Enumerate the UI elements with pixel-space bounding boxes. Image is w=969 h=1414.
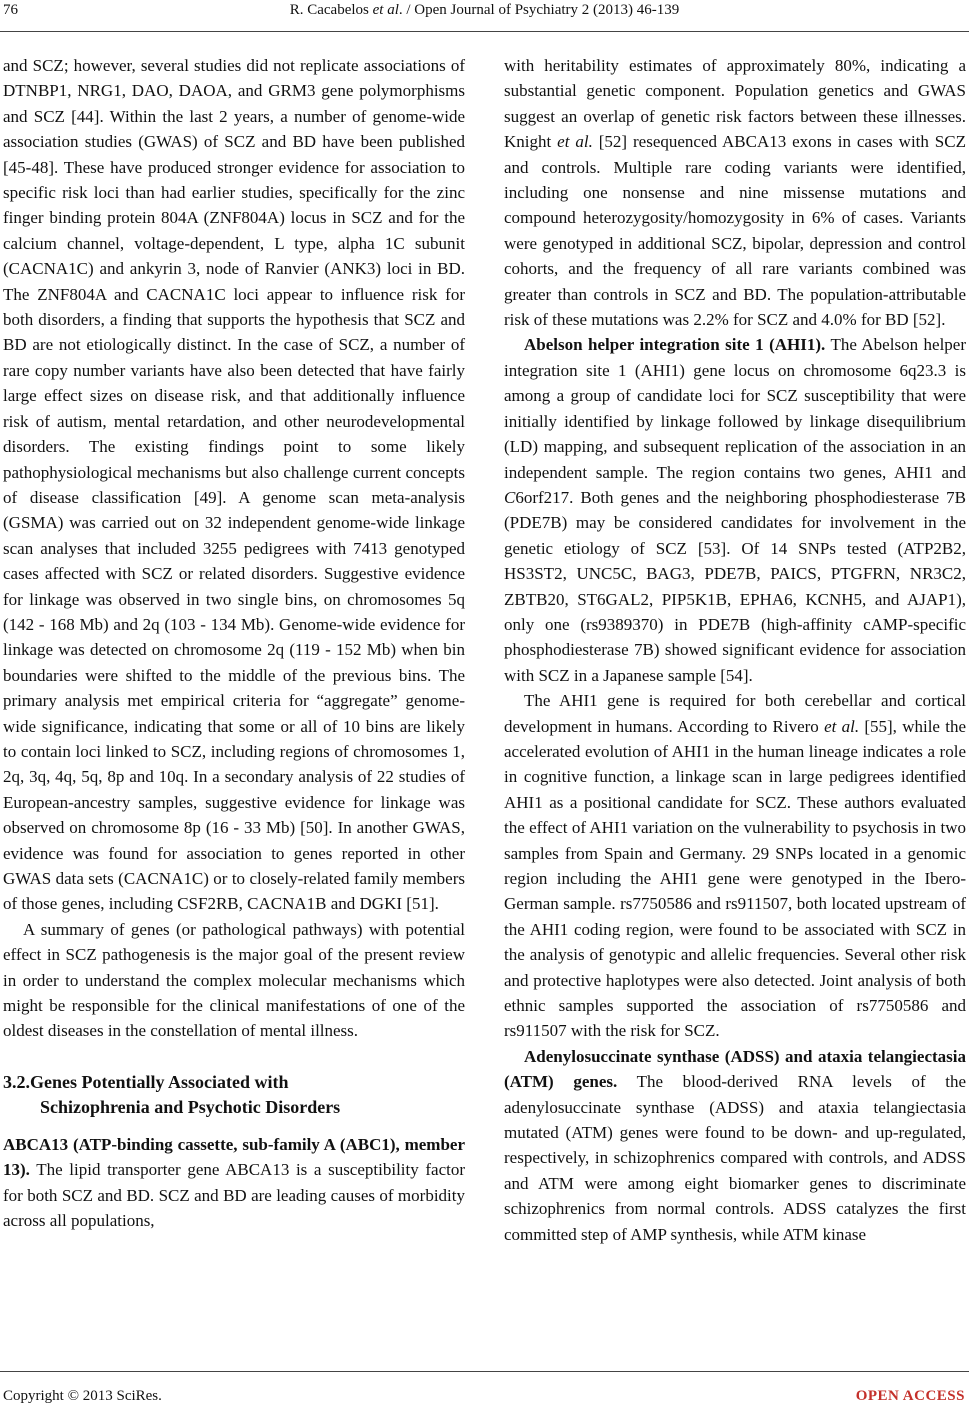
page-footer xyxy=(0,1371,969,1414)
abca13-cont-et-al: et al. xyxy=(557,132,593,152)
page-number: 76 xyxy=(3,2,18,18)
ahi1-dev-text-b: [55], while the accelerated evolution of AHI1 in the human lineage indicates a role in cognitive function, a linkage scan in large pedigrees identified AHI1 as a positional candidate for SCZ. These authors evaluated the effect of AHI1 variation on the vulnerability to psychosis in two samples from Spain and Germany. 29 SNPs located in a genomic region including the AHI1 gene were genotyped in the Ibero-German sample. rs7750586 and rs911507, both located upstream of the AHI1 coding region, were found to be associated with SCZ in the analysis of genotypic and allelic frequencies. Several other risk and protective haplotypes were also detected. Joint analysis of both ethnic samples supported the association of rs7750586 and rs911507 with the risk for SCZ. xyxy=(504,716,967,1041)
running-head-et-al: et al xyxy=(372,2,399,18)
section-title-line2: Schizophrenia and Psychotic Disorders xyxy=(40,1096,341,1117)
section-title-line1: Genes Potentially Associated with xyxy=(30,1071,289,1092)
copyright: Copyright © 2013 SciRes. xyxy=(3,1388,162,1404)
abca13-subheading: ABCA13 (ATP-binding cassette, sub-family A (ABC1), member 13). xyxy=(3,1134,465,1180)
adss-text: The blood-derived RNA levels of the adenylosuccinate synthase (ADSS) and ataxia telangiectasia mutated (ATM) genes were found to be down- and up-regulated, respectively, in schizophrenics compared with controls, and ADSS and ATM were among eight biomarker genes to discriminate schizophrenics from normal controls. ADSS catalyzes the first committed step of AMP synthesis, while ATM kinase xyxy=(504,1072,966,1244)
adss-subheading: Adenylosuccinate synthase (ADSS) and ataxia telangiectasia (ATM) genes. xyxy=(504,1046,966,1092)
ahi1-gene-letter: C xyxy=(504,487,516,507)
open-access-label: OPEN ACCESS xyxy=(855,1388,965,1404)
ahi1-text-a: The Abelson helper integration site 1 (AHI1) gene locus on chromosome 6q23.3 is among a group of candidate loci for SCZ susceptibility that were initially identified by linkage followed by linkage disequilibrium (LD) mapping, and subsequent replication of the association in an independent sample. The region contains two genes, AHI1 and xyxy=(504,335,966,482)
paragraph-ahi1-development xyxy=(504,688,966,1044)
ahi1-dev-text-a: The AHI1 gene is required for both cerebellar and cortical development in humans. According to Rivero xyxy=(504,691,966,736)
paragraph-ahi1 xyxy=(504,332,966,688)
ahi1-text-b: 6orf217. Both genes and the neighboring phosphodiesterase 7B (PDE7B) may be considered candidates for involvement in the genetic etiology of SCZ [53]. Of 14 SNPs tested (ATP2B2, HS3ST2, UNC5C, BAG3, PDE7B, PAICS, PTGFRN, NR3C2, ZBTB20, ST6GAL2, PIP5K1B, EPHA6, KCNH5, and AJAP1), only one (rs9389370) in PDE7B (high-affinity cAMP-specific phosphodiesterase 7B) showed significant evidence for association with SCZ in a Japanese sample [54]. xyxy=(504,487,966,685)
paragraph-abca13-cont xyxy=(504,53,966,332)
running-head-authors: R. Cacabelos xyxy=(289,2,373,18)
abca13-cont-text-a: with heritability estimates of approximately 80%, indicating a substantial genetic component. Population genetics and GWAS suggest an overlap of genetic risk factors between these illnesses. Knight xyxy=(504,56,966,152)
paragraph-abca13 xyxy=(3,1132,465,1234)
abca13-cont-text-b: [52] resequenced ABCA13 exons in cases with SCZ and controls. Multiple rare coding variants were identified, including one nonsense and nine missense mutations and compound heterozygosity/homozygosity in 6% of cases. Variants were genotyped in additional SCZ, bipolar, depression and control cohorts, and the frequency of all rare variants combined was greater than controls in SCZ and BD. The population-attributable risk of these mutations was 2.2% for SCZ and 4.0% for BD [52]. xyxy=(504,132,966,330)
page-header xyxy=(0,0,969,32)
paragraph-summary: A summary of genes (or pathological pathways) with potential effect in SCZ pathogenesis is the major goal of the present review in order to understand the complex molecular mechanisms which might be responsible for the clinical manifestations of one of the oldest diseases in the constellation of mental illness. xyxy=(3,919,465,1041)
left-column xyxy=(3,53,465,1233)
abca13-text: The lipid transporter gene ABCA13 is a susceptibility factor for both SCZ and BD. SCZ and BD are leading causes of morbidity across all populations, xyxy=(3,1160,465,1231)
ahi1-dev-et-al: et al. xyxy=(824,716,860,736)
right-column xyxy=(504,53,966,1247)
running-head xyxy=(0,2,969,19)
paragraph-adss-atm xyxy=(504,1044,966,1247)
running-head-journal: . / Open Journal of Psychiatry 2 (2013) 46-139 xyxy=(398,2,680,18)
ahi1-subheading: Abelson helper integration site 1 (AHI1). xyxy=(524,335,826,355)
paragraph-gwas: and SCZ; however, several studies did not replicate associations of DTNBP1, NRG1, DAO, DAOA, and GRM3 gene polymorphisms and SCZ [44]. Within the last 2 years, a number of genome-wide association studies (GWAS) of SCZ and BD have been published [45-48]. These have produced stronger evidence for association to specific risk loci than had earlier studies, specifically for the zinc finger binding protein 804A (ZNF804A) locus in SCZ and for the calcium channel, voltage-dependent, L type, alpha 1C subunit (CACNA1C) and ankyrin 3, node of Ranvier (ANK3) loci in BD. The ZNF804A and CACNA1C loci appear to influence risk for both disorders, a finding that supports the hypothesis that SCZ and BD are not etiologically distinct. In the case of SCZ, a number of rare copy number variants have also been detected that have fairly large effect sizes on disease risk, and that additionally influence risk of autism, mental retardation, and other neurodevelopmental disorders. The existing findings point to some likely pathophysiological mechanisms but also challenge current concepts of disease classification [49]. A genome scan meta-analysis (GSMA) was carried out on 32 independent genome-wide linkage scan analyses that included 3255 pedigrees with 7413 genotyped cases affected with SCZ or related disorders. Suggestive evidence for linkage was observed in two single bins, on chromosomes 5q (142 - 168 Mb) and 2q (103 - 134 Mb). Genome-wide evidence for linkage was detected on chromosome 2q (119 - 152 Mb) when bin boundaries were shifted to the middle of the previous bins. The primary analysis met empirical criteria for “aggregate” genome-wide significance, indicating that some or all of 10 bins are likely to contain loci linked to SCZ, including regions of chromosomes 1, 2q, 3q, 4q, 5q, 8p and 10q. In a secondary analysis of 22 studies of European-ancestry samples, suggestive evidence for linkage was observed on chromosome 8p (16 - 33 Mb) [50]. In another GWAS, evidence was found for association to genes reported in other GWAS data sets (CACNA1C) or to closely-related family members of those genes, including CSF2RB, CACNA1B and DGKI [51]. xyxy=(3,56,465,914)
section-heading xyxy=(3,1070,465,1120)
section-number: 3.2. xyxy=(3,1071,30,1092)
